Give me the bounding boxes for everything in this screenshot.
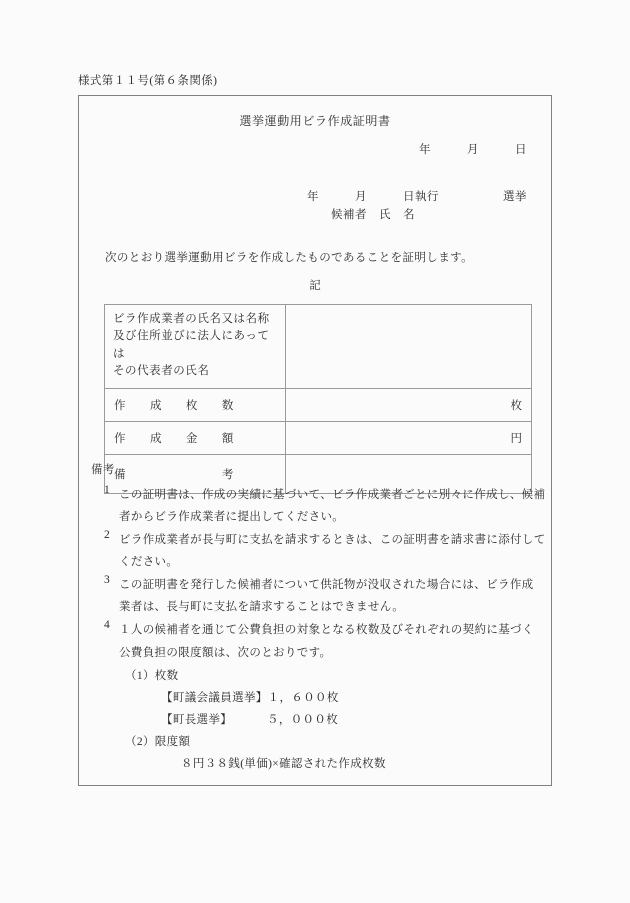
form-number-label: 様式第１１号(第６条関係) bbox=[78, 75, 218, 87]
amount-label-chars bbox=[114, 430, 234, 446]
cell-value-producer-info[interactable] bbox=[286, 305, 532, 389]
sub-item-mayor-election bbox=[161, 709, 553, 731]
note-1-line-2: 者からビラ作成業者に提出してください。 bbox=[119, 511, 345, 524]
cell-label-producer-info bbox=[105, 305, 286, 389]
remarks-note-2 bbox=[89, 529, 553, 573]
quantity-char-1: 作 bbox=[114, 399, 126, 412]
note-4-number: 4 bbox=[104, 619, 111, 632]
document-title: 選挙運動用ビラ作成証明書 bbox=[239, 114, 391, 128]
producer-info-input-area[interactable] bbox=[286, 319, 531, 373]
notes-char-1: 備 bbox=[114, 468, 126, 481]
issue-date-line: 年 月 日 bbox=[419, 144, 527, 156]
note-2-number: 2 bbox=[104, 529, 111, 542]
table-row bbox=[105, 421, 532, 454]
quantity-unit-label: 枚 bbox=[510, 399, 522, 412]
certification-statement: 次のとおり選挙運動用ビラを作成したものであることを証明します。 bbox=[105, 252, 473, 264]
remarks-note-4 bbox=[89, 619, 553, 663]
note-2-line-2: ください。 bbox=[119, 556, 179, 569]
cell-label-amount bbox=[105, 421, 286, 454]
council-election-label: 【町議会議員選挙】 bbox=[161, 691, 268, 704]
mayor-election-value: ５，０００枚 bbox=[267, 713, 339, 726]
sub-item-limit-label: （2）限度額 bbox=[125, 735, 191, 748]
note-3-body bbox=[119, 574, 553, 618]
note-3-line-2: 業者は、長与町に支払を請求することはできません。 bbox=[119, 601, 405, 614]
quantity-unit-area[interactable] bbox=[286, 389, 531, 421]
quantity-label-text bbox=[105, 389, 285, 421]
producer-info-text bbox=[105, 305, 285, 388]
cell-value-amount[interactable] bbox=[286, 421, 532, 454]
quantity-char-2: 成 bbox=[149, 399, 162, 412]
quantity-char-3: 枚 bbox=[185, 399, 198, 412]
note-1-number: 1 bbox=[104, 484, 111, 496]
sub-item-limit-formula: ８円３８銭(単価)×確認された作成枚数 bbox=[181, 757, 386, 770]
notes-char-2: 考 bbox=[221, 468, 234, 481]
producer-info-line-2: 及び住所並びに法人にあっては bbox=[113, 330, 270, 360]
producer-info-line-1: ビラ作成業者の氏名又は名称 bbox=[113, 313, 270, 325]
document-body bbox=[79, 96, 551, 785]
council-election-value: １，６００枚 bbox=[267, 691, 339, 704]
sub-item-council-election bbox=[161, 687, 553, 709]
amount-char-2: 成 bbox=[149, 432, 162, 445]
quantity-char-4: 数 bbox=[221, 399, 234, 412]
note-1-line-1: この証明書は、作成の実績に基づいて、ビラ作成業者ごとに別々に作成し、候補 bbox=[119, 489, 546, 501]
note-4-line-2: 公費負担の限度額は、次のとおりです。 bbox=[119, 646, 332, 659]
amount-char-1: 作 bbox=[114, 432, 126, 445]
candidate-name-label: 候補者 氏 名 bbox=[331, 209, 415, 221]
note-2-body bbox=[119, 529, 553, 573]
remarks-note-3 bbox=[89, 574, 553, 618]
sub-item-quantity-label: （1）枚数 bbox=[125, 669, 179, 682]
note-1-body bbox=[119, 484, 553, 528]
note-3-number: 3 bbox=[104, 574, 111, 587]
quantity-label-chars bbox=[114, 397, 234, 413]
remarks-note-1 bbox=[89, 484, 553, 528]
amount-label-text bbox=[105, 422, 285, 454]
remarks-section bbox=[89, 461, 553, 775]
note-3-line-1: この証明書を発行した候補者について供託物が没収された場合には、ビラ作成 bbox=[119, 579, 534, 592]
note-4-body bbox=[119, 619, 553, 663]
election-label: 選挙 bbox=[503, 191, 527, 203]
amount-char-3: 金 bbox=[185, 432, 198, 445]
cell-label-quantity bbox=[105, 388, 286, 421]
document-frame bbox=[78, 95, 552, 786]
remarks-heading: 備考 bbox=[91, 464, 115, 476]
amount-unit-area[interactable] bbox=[286, 422, 531, 454]
note-2-line-1: ビラ作成業者が長与町に支払を請求するときは、この証明書を請求書に添付して bbox=[119, 534, 546, 547]
ki-mark: 記 bbox=[309, 280, 321, 292]
cell-value-quantity[interactable] bbox=[286, 388, 532, 421]
table-row bbox=[105, 388, 532, 421]
note-4-line-1: １人の候補者を通じて公費負担の対象となる枚数及びそれぞれの契約に基づく bbox=[119, 624, 534, 637]
amount-unit-label: 円 bbox=[510, 432, 522, 445]
amount-char-4: 額 bbox=[221, 432, 234, 445]
execution-date-label: 年 月 日執行 bbox=[307, 191, 439, 203]
producer-info-line-3: その代表者の氏名 bbox=[113, 365, 210, 378]
table-row bbox=[105, 305, 532, 389]
mayor-election-label: 【町長選挙】 bbox=[161, 713, 233, 726]
